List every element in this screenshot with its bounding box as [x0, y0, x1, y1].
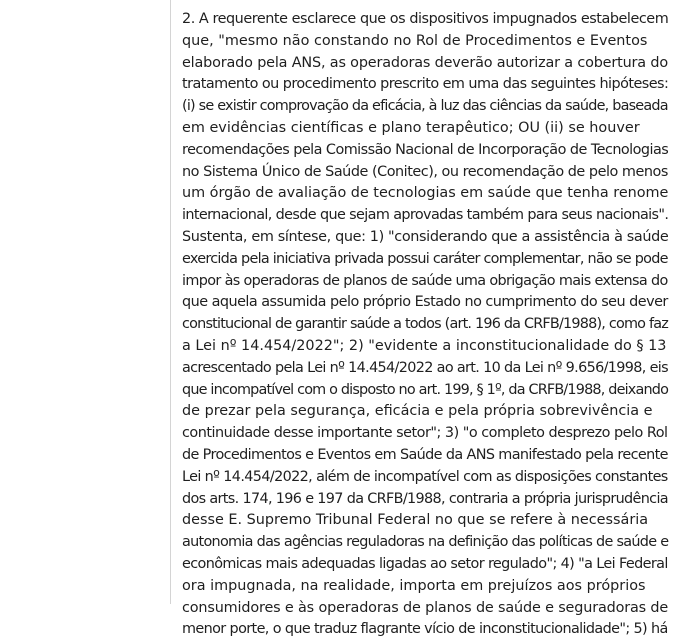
text-line: no Sistema Único de Saúde (Conitec), ou recomendação de pelo menos	[182, 163, 668, 180]
text-line: consumidores e às operadoras de planos de saúde e seguradoras de	[182, 599, 669, 616]
left-margin-rule	[170, 0, 171, 604]
text-line: internacional, desde que sejam aprovadas também para seus nacionais".	[182, 207, 669, 224]
text-line: dos arts. 174, 196 e 197 da CRFB/1988, contraria a própria jurisprudência	[182, 490, 668, 507]
text-line: exercida pela iniciativa privada possui caráter complementar, não se pode	[182, 250, 668, 267]
text-line: impor às operadoras de planos de saúde uma obrigação mais extensa do	[182, 272, 668, 289]
text-line: constitucional de garantir saúde a todos (art. 196 da CRFB/1988), como faz	[182, 316, 669, 333]
text-line: que aquela assumida pelo próprio Estado no cumprimento do seu dever	[182, 294, 668, 311]
text-line: de prezar pela segurança, eficácia e pela própria sobrevivência e	[182, 403, 653, 420]
text-line: elaborado pela ANS, as operadoras deverão autorizar a cobertura do	[182, 54, 668, 71]
text-line: em evidências científicas e plano terapêutico; OU (ii) se houver	[182, 119, 640, 136]
text-line: autonomia das agências reguladoras na definição das políticas de saúde e	[182, 534, 669, 551]
text-line: desse E. Supremo Tribunal Federal no que se refere à necessária	[182, 512, 649, 529]
text-line: tratamento ou procedimento prescrito em uma das seguintes hipóteses:	[182, 76, 669, 93]
text-line: recomendações pela Comissão Nacional de Incorporação de Tecnologias	[182, 141, 669, 158]
text-line: Sustenta, em síntese, que: 1) "considerando que a assistência à saúde	[182, 228, 669, 245]
text-line: que incompatível com o disposto no art. 199, § 1º, da CRFB/1988, deixando	[182, 381, 669, 398]
paragraph-2	[182, 9, 668, 641]
text-line: de Procedimentos e Eventos em Saúde da ANS manifestado pela recente	[182, 446, 668, 463]
text-line: continuidade desse importante setor"; 3) "o completo desprezo pelo Rol	[182, 425, 668, 442]
text-line: Lei nº 14.454/2022, além de incompatível com as disposições constantes	[182, 468, 668, 485]
text-line: a Lei nº 14.454/2022"; 2) "evidente a inconstitucionalidade do § 13	[182, 337, 667, 354]
text-line: ora impugnada, na realidade, importa em prejuízos aos próprios	[182, 577, 646, 594]
text-line: 2. A requerente esclarece que os dispositivos impugnados estabelecem	[182, 11, 669, 27]
text-line: econômicas mais adequadas ligadas ao setor regulado"; 4) "a Lei Federal	[182, 555, 668, 572]
text-line: que, "mesmo não constando no Rol de Procedimentos e Eventos	[182, 32, 648, 49]
text-line: menor porte, o que traduz flagrante vício de inconstitucionalidade"; 5) há	[182, 621, 668, 638]
text-line: um órgão de avaliação de tecnologias em saúde que tenha renome	[182, 185, 669, 202]
text-line: acrescentado pela Lei nº 14.454/2022 ao art. 10 da Lei nº 9.656/1998, eis	[182, 359, 668, 376]
text-line: (i) se existir comprovação da eficácia, à luz das ciências da saúde, baseada	[182, 98, 668, 115]
